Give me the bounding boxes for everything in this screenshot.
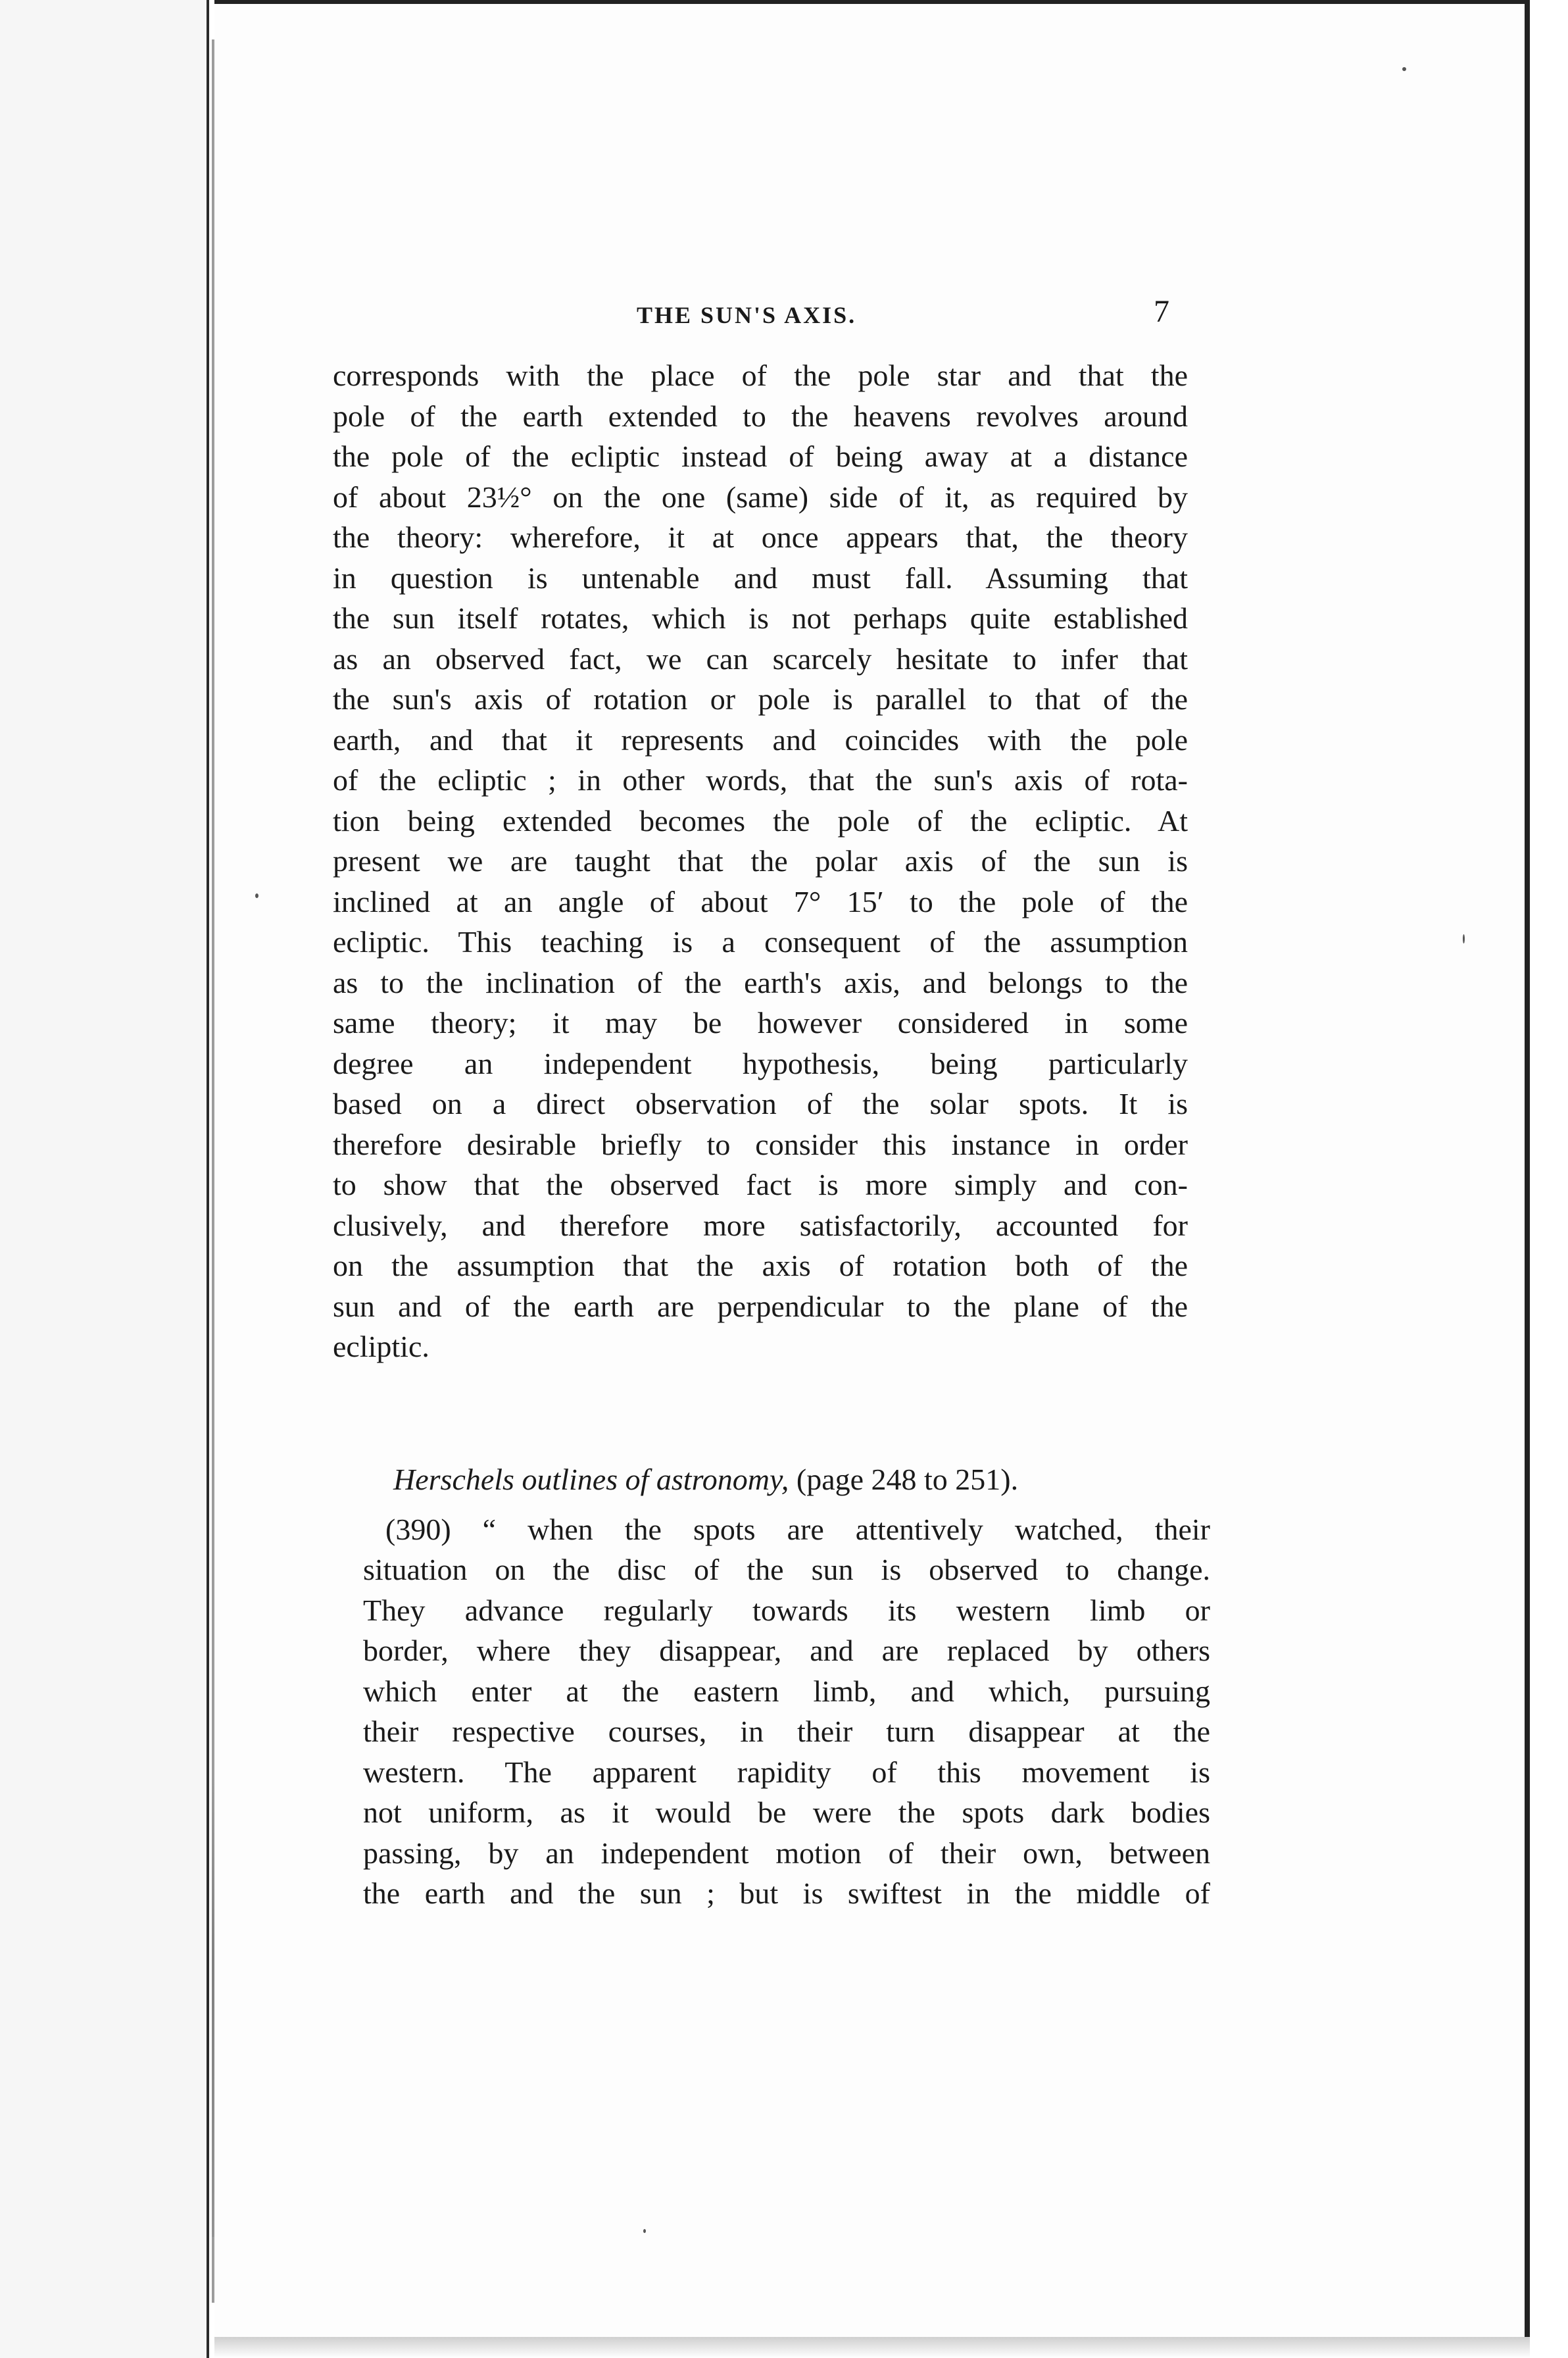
text-line: earth, and that it represents and coincides with the pole: [333, 722, 1188, 757]
text-line: of the ecliptic ; in other words, that the sun's axis of rota-: [333, 763, 1188, 797]
running-head: [0, 294, 1568, 337]
text-line: (390) “ when the spots are attentively watched, their: [385, 1512, 1210, 1546]
running-head-title: THE SUN'S AXIS.: [637, 302, 857, 328]
text-line: passing, by an independent motion of their own, between: [363, 1836, 1210, 1870]
text-line: They advance regularly towards its western limb or: [363, 1593, 1210, 1627]
text-line: tion being extended becomes the pole of the ecliptic. At: [333, 803, 1188, 838]
text-line: to show that the observed fact is more simply and con-: [333, 1168, 1188, 1201]
paragraph-1: [333, 355, 1188, 1367]
text-line: not uniform, as it would be were the spots dark bodies: [363, 1795, 1210, 1829]
text-line: sun and of the earth are perpendicular to the plane of the: [333, 1289, 1188, 1323]
text-line: on the assumption that the axis of rotation both of the: [333, 1249, 1188, 1282]
text-line: which enter at the eastern limb, and which, pursuing: [363, 1674, 1210, 1708]
left-page-edge: [0, 0, 209, 2358]
scan-speck: [1402, 67, 1406, 71]
text-line: their respective courses, in their turn disappear at the: [363, 1715, 1210, 1748]
text-line: same theory; it may be however considered in some: [333, 1006, 1188, 1040]
quoted-passage: [363, 1459, 1210, 1914]
text-line: degree an independent hypothesis, being particularly: [333, 1046, 1188, 1080]
text-line: based on a direct observation of the solar spots. It is: [333, 1087, 1188, 1120]
scan-speck: [643, 2229, 646, 2233]
text-line: clusively, and therefore more satisfactorily, accounted for: [333, 1208, 1188, 1242]
scan-speck: [255, 893, 258, 898]
citation-pages: (page 248 to 251).: [796, 1463, 1019, 1496]
text-line: border, where they disappear, and are replaced by others: [363, 1634, 1210, 1667]
text-line: of about 23½° on the one (same) side of it, as required by: [333, 480, 1188, 514]
text-line: the sun's axis of rotation or pole is parallel to that of the: [333, 682, 1188, 716]
page-number: 7: [1154, 294, 1169, 329]
text-line: therefore desirable briefly to consider this instance in order: [333, 1127, 1188, 1161]
text-line: in question is untenable and must fall. Assuming that: [333, 561, 1188, 595]
text-line: the sun itself rotates, which is not perhaps quite established: [333, 601, 1188, 635]
text-line: situation on the disc of the sun is observed to change.: [363, 1553, 1210, 1586]
text-line: as to the inclination of the earth's axis, and belongs to the: [333, 965, 1188, 999]
text-line: pole of the earth extended to the heavens revolves around: [333, 399, 1188, 433]
page-bottom-shadow: [214, 2337, 1530, 2358]
scan-speck: [1463, 934, 1465, 943]
text-line: ecliptic. This teaching is a consequent of the assumption: [333, 925, 1188, 959]
text-line: ecliptic.: [333, 1330, 429, 1363]
text-line: corresponds with the place of the pole star and that the: [333, 359, 1188, 392]
text-line: the pole of the ecliptic instead of being away at a distance: [333, 439, 1188, 473]
text-line: the theory: wherefore, it at once appears that, the theory: [333, 520, 1188, 554]
citation-line: [363, 1459, 1210, 1500]
text-line: as an observed fact, we can scarcely hesitate to infer that: [333, 641, 1188, 676]
text-line: western. The apparent rapidity of this movement is: [363, 1755, 1210, 1789]
text-line: present we are taught that the polar axis of the sun is: [333, 844, 1188, 878]
citation-title: Herschels outlines of astronomy,: [393, 1463, 789, 1496]
text-line: inclined at an angle of about 7° 15′ to the pole of the: [333, 884, 1188, 918]
text-line: the earth and the sun ; but is swiftest in the middle of: [363, 1876, 1210, 1910]
